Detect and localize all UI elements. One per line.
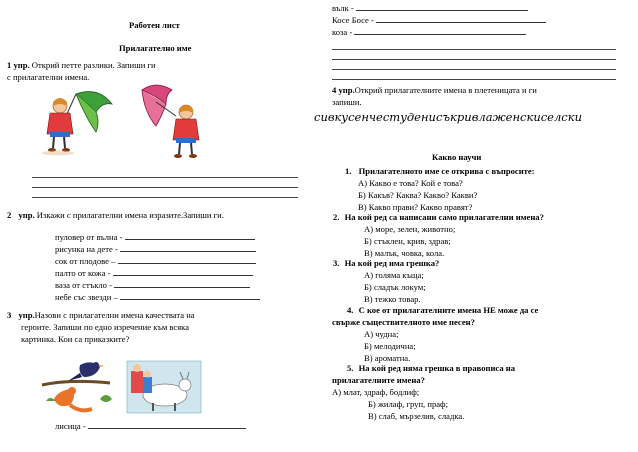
answer-option[interactable]: А) голяма къща; [364,270,424,280]
question-5-text-cont: прилагателните имена? [332,375,425,385]
answer-line[interactable] [32,197,298,198]
answer-line[interactable] [32,177,298,178]
answer-option[interactable]: Б) мелодична; [364,341,416,351]
exercise-3-text-cont: картинка. Кои са приказките? [21,334,130,344]
question-4 [347,305,538,316]
exercise-3-number: 3 [7,310,12,320]
answer-line[interactable] [332,79,616,80]
ex2-item-label: рисунка на дете - [55,244,118,254]
exercise-1-text-cont: с прилагателни имена. [7,72,90,82]
ex2-item-label: сок от плодове – [55,256,116,266]
question-4-number: 4. [347,305,354,315]
exercise-1-number: 1 упр. [7,60,30,70]
answer-option[interactable]: Б) стъклен, крив, здрав; [364,236,451,246]
answer-option[interactable]: Б) Какъв? Каква? Какво? Какви? [358,190,478,200]
exercise-4-number: 4 упр. [332,85,355,95]
question-3-text: На кой ред има грешка? [344,258,440,268]
ex2-item [55,279,250,291]
question-2-number: 2. [333,212,340,222]
answer-line[interactable] [332,69,616,70]
exercise-2-number: 2 [7,210,12,220]
ex2-item-label: ваза от стъкло - [55,280,112,290]
question-1-number: 1. [345,166,352,176]
ex2-item [55,291,260,303]
question-3 [333,258,439,269]
girl-umbrella-illustration-1 [36,82,116,157]
fox-item-label: лисица - [55,421,86,431]
answer-option[interactable]: В) тежко товар. [364,294,421,304]
ex2-item-label: палто от кожа - [55,268,111,278]
girl-umbrella-illustration-2 [136,82,212,162]
ex2-item-label: пуловер от вълна - [55,232,123,242]
worksheet-subtitle: Прилагателно име [119,43,192,53]
learn-title: Какво научи [432,152,482,162]
exercise-4-text-cont: запиши. [332,97,362,107]
question-5-text: На кой ред няма грешка в правописа на [358,363,516,373]
right-item [332,26,526,38]
exercise-3-text-cont: героите. Запиши по едно изречение към всяка [21,322,190,332]
ex2-answer-blank[interactable] [113,267,253,276]
ex2-answer-blank[interactable] [114,279,250,288]
ex2-item-label: небе със звезди – [55,292,118,302]
ex2-item [55,267,253,279]
answer-line[interactable] [332,59,616,60]
answer-option[interactable]: А) чудна; [364,329,399,339]
bird-and-fox-illustration [40,355,122,415]
answer-option[interactable]: А) млат, здраф, бодлиф; [332,387,420,397]
answer-option[interactable]: А) Какво е това? Кой е това? [358,178,463,188]
ex2-item [55,231,255,243]
fox-answer-blank[interactable] [88,420,246,429]
answer-option[interactable]: В) слаб, мързелив, сладка. [368,411,465,421]
right-item-label: вълк - [332,3,354,13]
answer-option[interactable]: Б) сладък локум; [364,282,426,292]
ex2-item [55,255,256,267]
answer-option[interactable]: Б) жилаф, груп, праф; [368,399,449,409]
answer-option[interactable]: В) малък, човка, кола. [364,248,445,258]
exercise-3-text: Назови с прилагателни имена качествата на [34,310,195,320]
question-4-text-cont: свърже съществителното име песен? [332,317,475,327]
right-item-label: Косе Босе - [332,15,374,25]
exercise-3-label: упр. [18,310,35,320]
question-5-number: 5. [347,363,354,373]
exercise-2-label: упр. [18,210,35,220]
exercise-1-text: Открий петте разлики. Запиши ги [29,60,156,70]
ex2-answer-blank[interactable] [118,255,256,264]
goat-and-kids-illustration [125,357,203,415]
ex2-answer-blank[interactable] [120,291,260,300]
exercise-1 [7,60,156,71]
question-4-text: С кое от прилагателните имена НЕ може да се [358,305,539,315]
question-2-text: На кой ред са написани само прилагателни имена? [344,212,544,222]
answer-option[interactable]: В) ароматна. [364,353,411,363]
ex2-answer-blank[interactable] [125,231,255,240]
answer-line[interactable] [32,187,298,188]
question-1-text: Прилагателното име се открива с въпросите: [358,166,535,176]
question-1 [345,166,535,177]
answer-option[interactable]: В) Какво прави? Какво правят? [358,202,473,212]
fox-item [55,420,246,432]
ex2-answer-blank[interactable] [120,243,256,252]
question-2 [333,212,544,223]
right-item [332,14,546,26]
exercise-2-text: Изкажи с прилагателни имена изразите.Запиши ги. [34,210,224,220]
exercise-2 [7,210,224,221]
right-item-label: коза - [332,27,353,37]
exercise-4 [332,85,537,96]
letter-puzzle: сивкусенчестудeнисъкривлаженскиселски [314,110,583,124]
ex2-item [55,243,256,255]
right-answer-blank[interactable] [356,2,528,11]
worksheet-title: Работен лист [129,20,180,30]
exercise-4-text: Открий прилагателните имена в плетеницата и ги [354,85,537,95]
right-item [332,2,528,14]
answer-option[interactable]: А) море, зелен, животно; [364,224,456,234]
question-3-number: 3. [333,258,340,268]
answer-line[interactable] [332,49,616,50]
question-5 [347,363,515,374]
exercise-3 [7,310,195,321]
right-answer-blank[interactable] [376,14,546,23]
right-answer-blank[interactable] [354,26,526,35]
